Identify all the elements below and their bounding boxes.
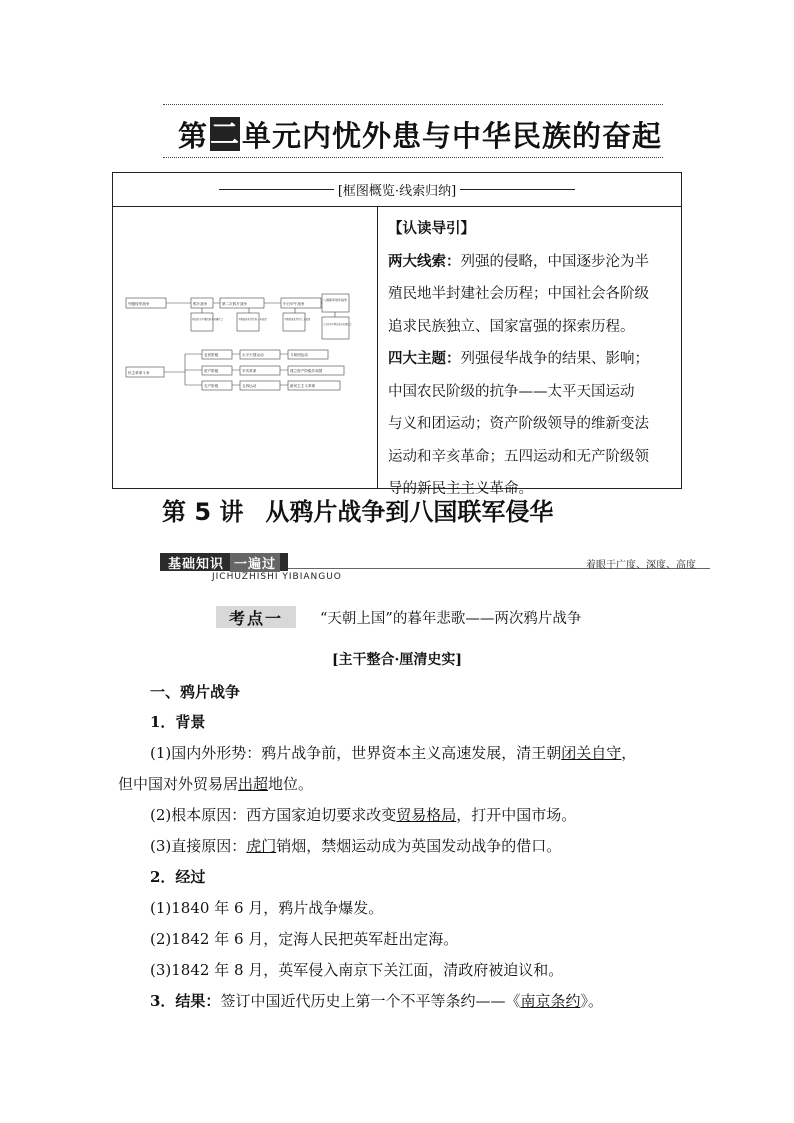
bg-line-1b: 但中国对外贸易居出超地位。 [118, 775, 314, 793]
unit-title [178, 112, 663, 156]
diagram-label: 中日甲午战争 [283, 302, 305, 306]
diagram-label: 无产阶级 [204, 384, 219, 388]
guide-line: 四大主题：列强侵华战争的结果、影响； [388, 350, 649, 367]
diagram-label: 第二次鸦片战争 [222, 302, 248, 306]
kaodian-badge: 考点一 [216, 606, 296, 628]
diagram-label: 半殖民地化程度大大加深 [284, 318, 311, 321]
section-label [160, 553, 288, 571]
subheader: [主干整合·厘清史实] [331, 652, 463, 668]
kaodian-title: “天朝上国”的暮年悲歌——两次鸦片战争 [320, 611, 582, 627]
bg-line-2: (2)根本原因：西方国家迫切要求改变贸易格局，打开中国市场。 [150, 806, 577, 824]
diagram-label: 列强侵华战争 [128, 302, 150, 306]
lecture-name: 从鸦片战争到八国联军侵华 [265, 498, 554, 526]
unit-number: 二 [210, 117, 241, 151]
section-label-dark: 基础知识 [168, 556, 225, 572]
diagram-label: 半殖民地化程度进一步加深 [238, 318, 267, 321]
diagram-label: 完全沦为半殖民地半封建社会 [323, 323, 352, 326]
diagram-label: 太平天国运动 [242, 353, 264, 357]
diagram-label: 五四运动 [242, 384, 257, 388]
guide-line: 两大线索：列强的侵略，中国逐步沦为半 [388, 252, 649, 270]
heading-background: 1．背景 [150, 713, 206, 731]
section-motto: 着眼于广度、深度、高度 [586, 560, 696, 571]
diagram-box [283, 313, 305, 331]
diagram-box [322, 317, 349, 339]
guide-line: 与义和团运动；资产阶级领导的维新变法 [388, 416, 649, 432]
lecture-number: 第 5 讲 [162, 498, 244, 526]
diagram-box [322, 294, 349, 312]
diagram-label: 义和团运动 [290, 353, 308, 357]
banner-top-rule [163, 104, 663, 105]
section-label-light: 一遍过 [230, 553, 280, 572]
guide-line: 殖民地半封建社会历程；中国社会各阶级 [388, 286, 649, 302]
diagram-label: 农民阶级 [204, 353, 219, 357]
guide-line: 导的新民主主义革命。 [388, 481, 533, 497]
lecture-title [162, 492, 662, 527]
diagram-box [191, 313, 213, 331]
diagram-label: 民主革命斗争 [128, 371, 150, 375]
diagram-label: 资产阶级 [204, 369, 219, 373]
process-line-1: (1)1840 年 6 月，鸦片战争爆发。 [150, 899, 384, 917]
section-pinyin: JICHUZHISHI YIBIANGUO [212, 572, 342, 582]
unit-name: 内忧外患与中华民族的奋起 [302, 118, 663, 153]
diagram-box [237, 313, 259, 331]
unit-prefix: 第 [178, 118, 209, 153]
guide-line: 【认读导引】 [388, 220, 475, 237]
overview-divider [377, 207, 378, 488]
heading-opium-war: 一、鸦片战争 [150, 683, 241, 701]
process-line-2: (2)1842 年 6 月，定海人民把英军赶出定海。 [150, 930, 459, 948]
bg-line-3: (3)直接原因：虎门销烟，禁烟运动成为英国发动战争的借口。 [150, 837, 562, 855]
bg-line-1: (1)国内外形势：鸦片战争前，世界资本主义高速发展，清王朝闭关自守， [150, 744, 637, 762]
diagram-label: 新民主主义革命 [290, 384, 316, 388]
process-line-3: (3)1842 年 8 月，英军侵入南京下关江面，清政府被迫议和。 [150, 961, 564, 979]
overview-header-label: [框图概览·线索归纳] [337, 184, 457, 199]
guide-line: 追求民族独立、国家富强的探索历程。 [388, 318, 635, 335]
diagram-label: 建立资产阶级共和国 [290, 369, 323, 373]
guide-line: 运动和辛亥革命；五四运动和无产阶级领 [388, 448, 649, 465]
diagram-label: 八国联军侵华战争 [323, 298, 348, 302]
result-line: 3．结果：签订中国近代历史上第一个不平等条约——《南京条约》。 [150, 992, 603, 1010]
heading-process: 2．经过 [150, 868, 206, 886]
overview-diagram [125, 280, 370, 400]
diagram-label: 鸦片战争 [193, 302, 208, 306]
overview-header [113, 173, 681, 207]
guide-line: 中国农民阶级的抗争——太平天国运动 [388, 383, 635, 400]
guide-text [388, 213, 678, 506]
diagram-label: 辛亥革命 [242, 369, 257, 373]
banner-bottom-rule [163, 157, 663, 158]
unit-suffix: 单元 [242, 118, 303, 153]
diagram-label: 开始沦为半殖民地半封建社会 [192, 318, 224, 321]
